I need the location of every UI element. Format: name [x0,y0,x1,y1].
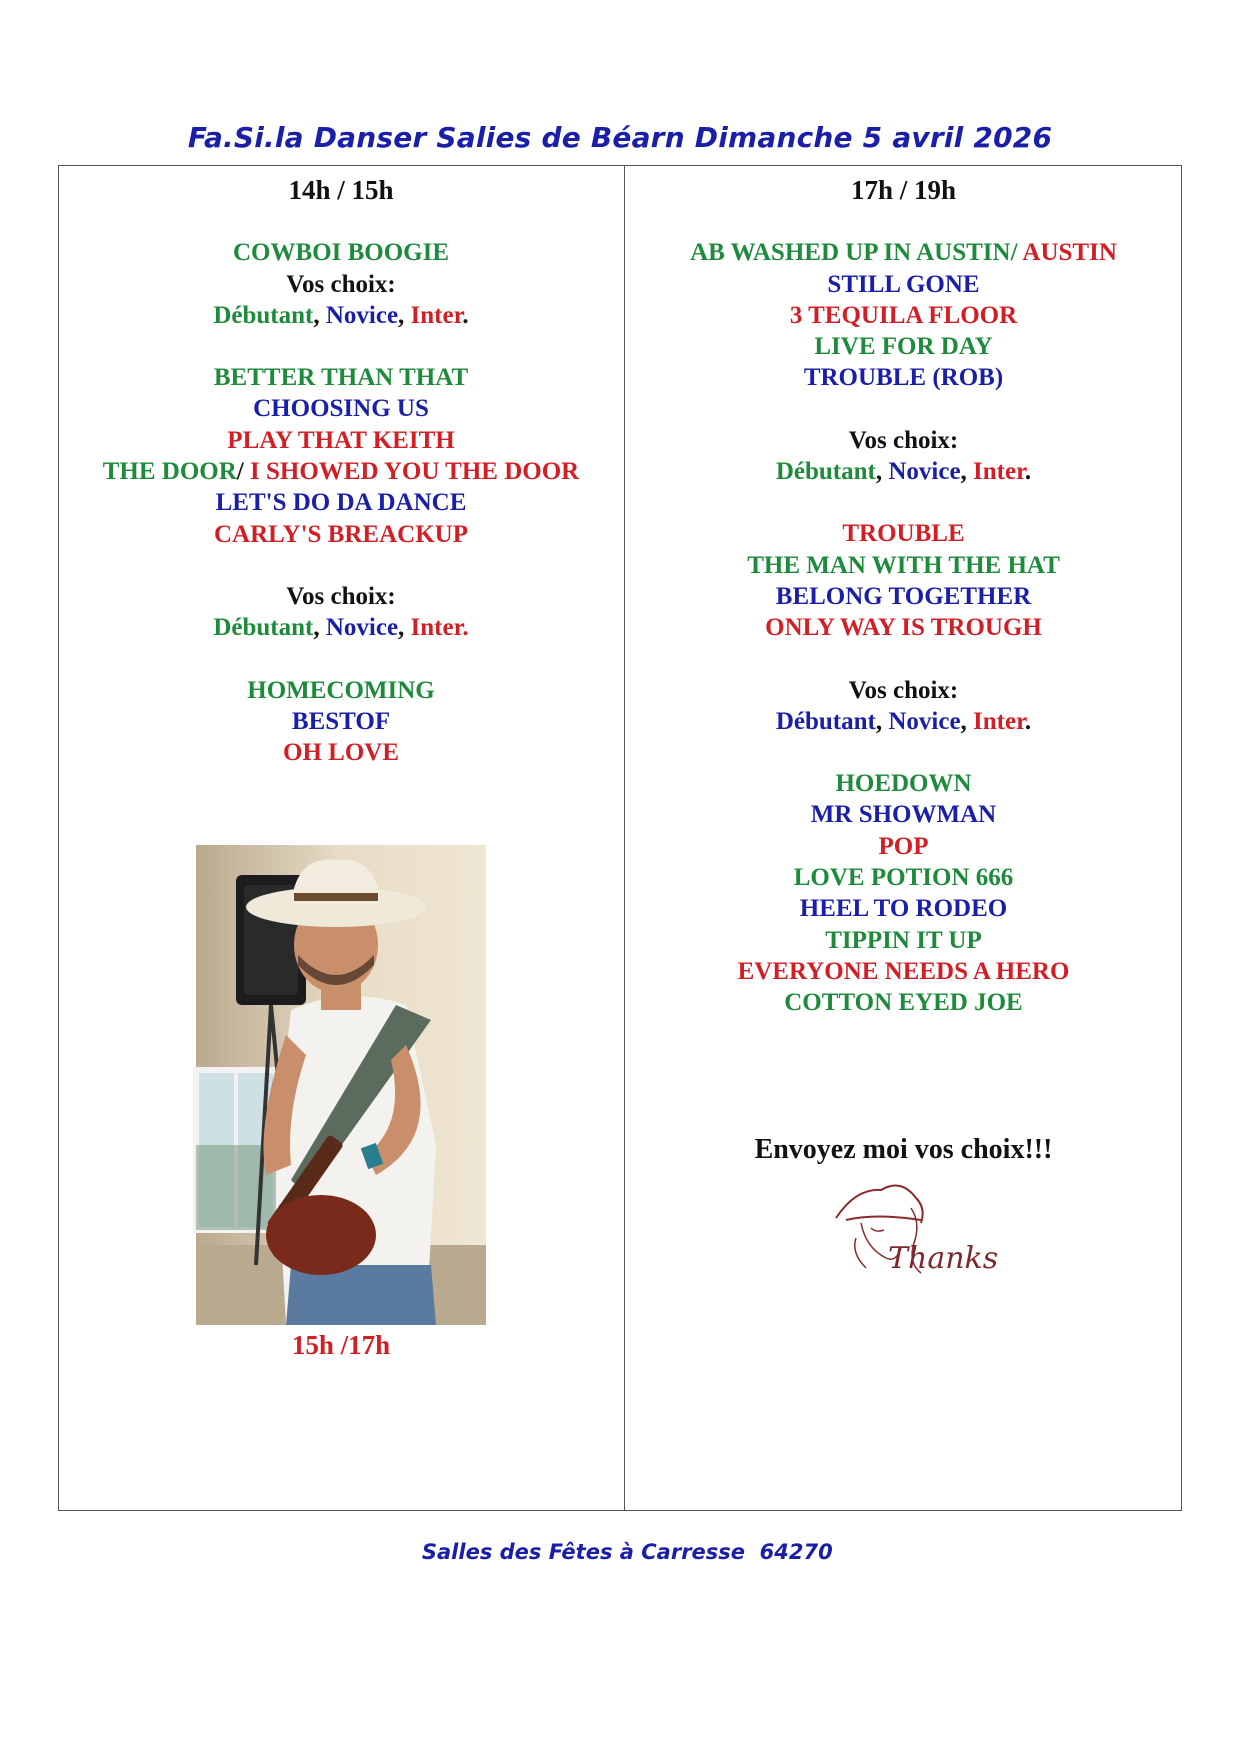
level-end: . [1024,707,1032,735]
level-separator: , [960,707,974,735]
level-end: . [462,614,469,642]
dance-list-item: HEEL TO RODEO [799,895,1008,923]
dance-list-item: HOMECOMING [247,676,435,704]
dance-list-item: LOVE POTION 666 [793,864,1014,892]
level-novice: Novice [325,301,399,329]
dance-list-item: STILL GONE [827,270,980,298]
dance-list-item: BELONG TOGETHER [775,582,1032,610]
dance-list-item: HOEDOWN [835,770,972,798]
level-choices [58,300,624,331]
choices-label: Vos choix: [848,426,959,454]
left-column [58,165,624,768]
dance-the-door [58,456,624,487]
slash-separator: / [1010,239,1023,267]
thanks-text: Thanks [888,1241,999,1276]
level-debutant: Débutant [775,707,876,735]
level-separator: , [313,614,326,642]
level-inter: Inter [973,707,1025,735]
level-novice: Novice [888,707,961,735]
dance-list-item: BETTER THAN THAT [213,364,469,392]
level-choices [625,456,1182,487]
dance-ab-washed-up [625,237,1182,268]
dance-list-item: 3 TEQUILA FLOOR [789,301,1018,329]
dance-list-item: CARLY'S BREACKUP [214,520,468,548]
dance-list-item: TROUBLE (ROB) [803,364,1004,392]
time-15-17: 15h /17h [291,1330,391,1360]
dance-list-item: CHOOSING US [253,395,429,423]
dance-list-item: LET'S DO DA DANCE [215,489,467,517]
choices-label: Vos choix: [286,582,396,610]
guitarist-cowboy-hat-icon [196,845,486,1325]
level-separator: , [313,301,326,329]
level-inter: Inter [973,458,1025,486]
level-choices [625,706,1182,737]
level-separator: , [875,458,889,486]
level-inter: Inter [410,614,463,642]
dance-list-item: MR SHOWMAN [810,801,997,829]
level-separator: , [398,301,411,329]
dance-list-item: PLAY THAT KEITH [227,426,455,454]
level-debutant: Débutant [213,301,314,329]
left-time-heading: 14h / 15h [288,175,394,205]
level-debutant: Débutant [213,614,314,642]
dance-cowboi-boogie: COWBOI BOOGIE [232,239,449,267]
choices-label: Vos choix: [848,676,959,704]
cowgirl-hat-thanks-icon [826,1168,999,1288]
dance-list-item: TROUBLE [842,520,965,548]
dance-list-item: OH LOVE [283,739,399,767]
level-end: . [1024,458,1032,486]
dance-part-green: AB WASHED UP IN AUSTIN [690,239,1011,267]
footer-address-text: Salles des Fêtes à Carresse 64270 [421,1540,833,1564]
level-end: . [462,301,469,329]
level-choices [58,612,624,643]
send-choices-text: Envoyez moi vos choix!!! [754,1134,1053,1165]
dance-list-item: EVERYONE NEEDS A HERO [737,957,1070,985]
thanks-illustration [826,1168,999,1288]
slash-separator: / [236,458,250,486]
dance-list-item: BESTOF [291,707,391,735]
dance-list-item: LIVE FOR DAY [814,333,993,361]
level-separator: , [960,458,974,486]
dance-list-item: ONLY WAY IS TROUGH [765,614,1042,642]
dance-part-red: AUSTIN [1022,239,1117,267]
level-separator: , [875,707,889,735]
level-novice: Novice [325,614,399,642]
footer-address [0,1516,1240,1564]
right-time-heading: 17h / 19h [850,175,957,205]
right-column [625,165,1182,1019]
dance-part-green: THE DOOR [102,458,237,486]
dance-list-item: COTTON EYED JOE [784,989,1023,1017]
page-title-text: Fa.Si.la Danser Salies de Béarn Dimanche 5 avril 2026 [187,121,1053,154]
level-debutant: Débutant [775,458,876,486]
choices-label: Vos choix: [286,270,396,298]
dance-part-red: I SHOWED YOU THE DOOR [250,458,580,486]
dance-list-item: THE MAN WITH THE HAT [747,551,1060,579]
page-title [0,121,1240,154]
level-inter: Inter [410,301,463,329]
level-separator: , [398,614,411,642]
guitarist-photo [196,845,486,1325]
level-novice: Novice [888,458,961,486]
dance-list-item: POP [878,832,929,860]
dance-list-item: TIPPIN IT UP [825,926,982,954]
